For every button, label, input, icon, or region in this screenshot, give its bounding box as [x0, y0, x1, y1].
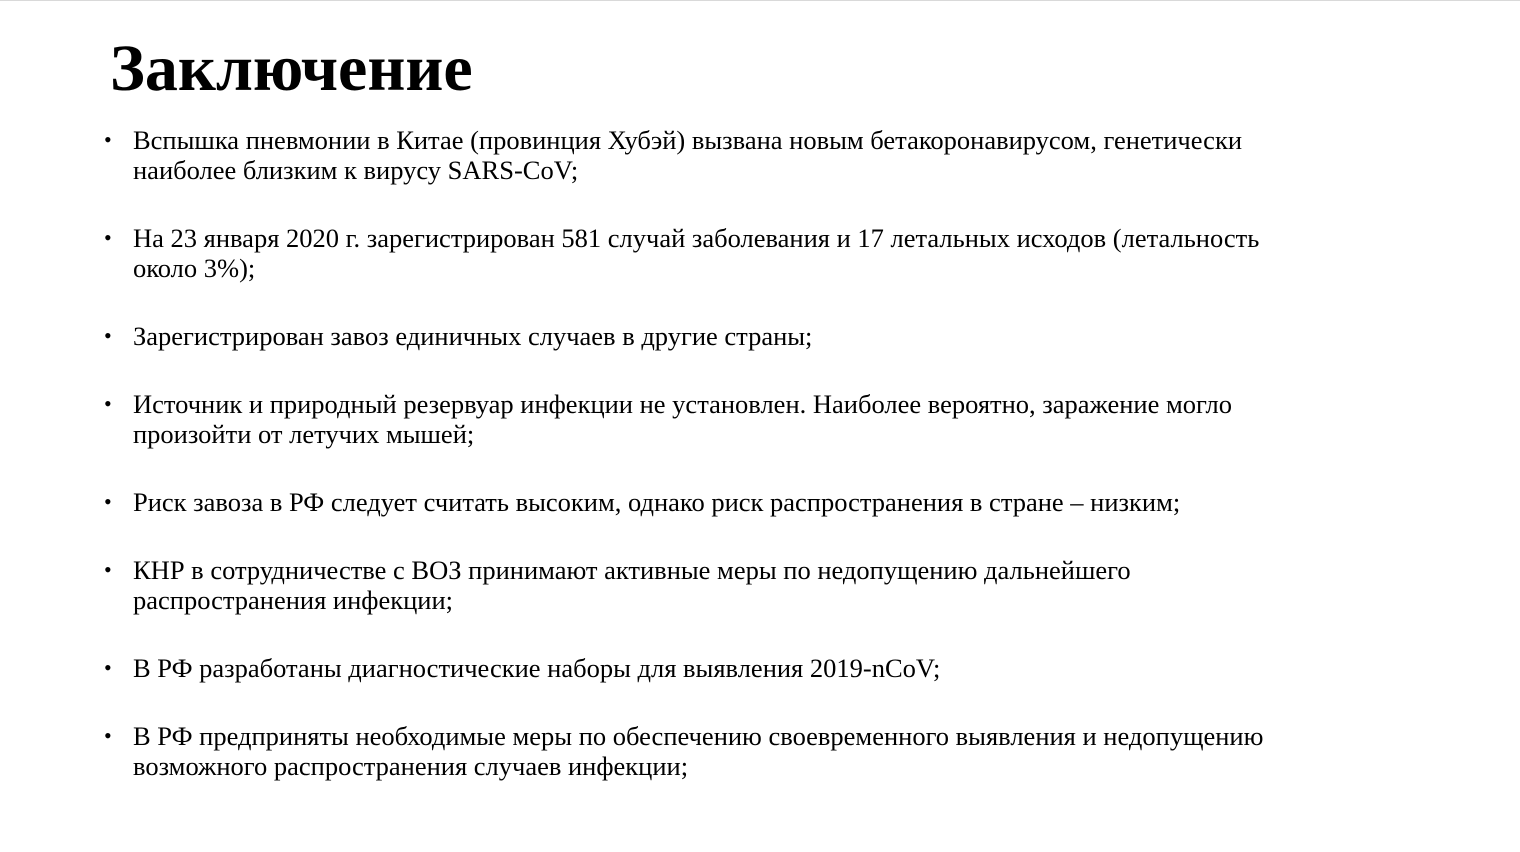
- bullet-list: [104, 125, 1404, 819]
- bullet-marker: •: [104, 655, 112, 680]
- bullet-item: [104, 721, 1404, 781]
- bullet-item: [104, 125, 1404, 185]
- bullet-marker: •: [104, 225, 112, 250]
- bullet-marker: •: [104, 723, 112, 748]
- bullet-text-line-2: распространения инфекции;: [133, 585, 453, 615]
- bullet-item: [104, 555, 1404, 615]
- bullet-text-line-1: КНР в сотрудничестве с ВОЗ принимают активные меры по недопущению дальнейшего: [133, 555, 1131, 585]
- bullet-text-line-2: наиболее близким к вирусу SARS-CoV;: [133, 155, 579, 185]
- slide-title: Заключение: [110, 32, 473, 105]
- bullet-marker: •: [104, 391, 112, 416]
- bullet-item: [104, 653, 1404, 683]
- bullet-item: [104, 389, 1404, 449]
- bullet-item: [104, 487, 1404, 517]
- bullet-marker: •: [104, 127, 112, 152]
- bullet-marker: •: [104, 489, 112, 514]
- bullet-text-line-1: Зарегистрирован завоз единичных случаев в другие страны;: [133, 321, 813, 351]
- bullet-text-line-1: На 23 января 2020 г. зарегистрирован 581 случай заболевания и 17 летальных исходов (летальность: [133, 223, 1260, 253]
- bullet-marker: •: [104, 557, 112, 582]
- bullet-marker: •: [104, 323, 112, 348]
- bullet-item: [104, 321, 1404, 351]
- bullet-text-line-2: около 3%);: [133, 253, 256, 283]
- bullet-text-line-1: Риск завоза в РФ следует считать высоким, однако риск распространения в стране – низким;: [133, 487, 1181, 517]
- bullet-text-line-2: произойти от летучих мышей;: [133, 419, 475, 449]
- bullet-item: [104, 223, 1404, 283]
- bullet-text-line-2: возможного распространения случаев инфекции;: [133, 751, 689, 781]
- bullet-text-line-1: Источник и природный резервуар инфекции не установлен. Наиболее вероятно, заражение могло: [133, 389, 1233, 419]
- bullet-text-line-1: В РФ предприняты необходимые меры по обеспечению своевременного выявления и недопущению: [133, 721, 1264, 751]
- bullet-text-line-1: Вспышка пневмонии в Китае (провинция Хубэй) вызвана новым бетакоронавирусом, генетически: [133, 125, 1243, 155]
- bullet-text-line-1: В РФ разработаны диагностические наборы для выявления 2019-nCoV;: [133, 653, 941, 683]
